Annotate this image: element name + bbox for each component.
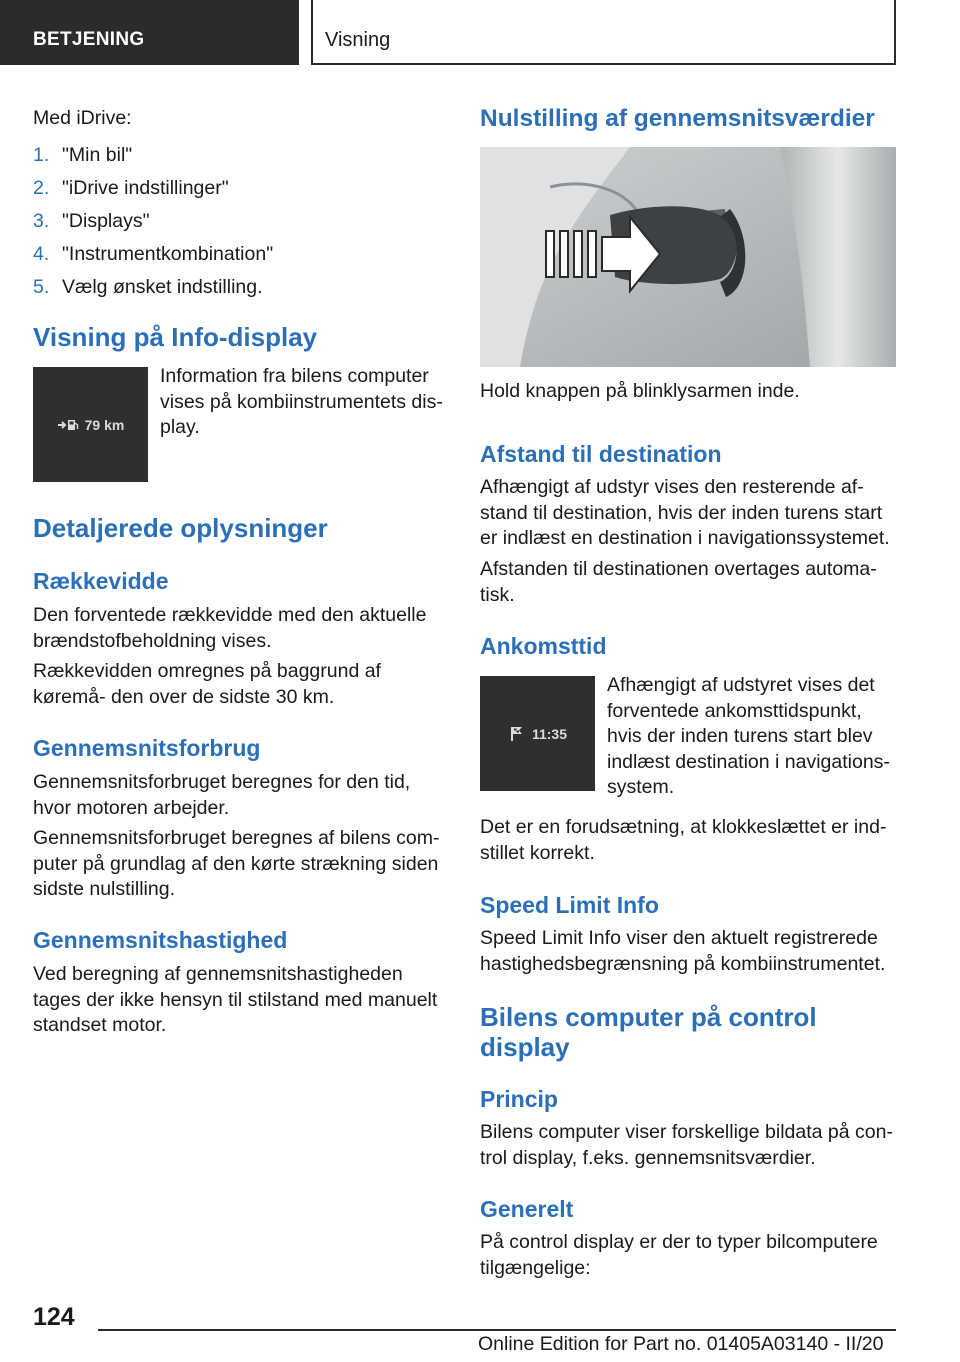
distance-text-1: Afhængigt af udstyr vises den resterende af‐ stand til destination, hvis der inden turens start er indlæst en destination i navigationssystemet. bbox=[480, 476, 890, 549]
speed-text-1: Ved beregning af gennemsnitshastigheden tages der ikke hensyn til stilstand med manuelt standset motor. bbox=[33, 963, 438, 1036]
range-heading: Rækkevidde bbox=[33, 568, 169, 594]
info-display-heading: Visning på Info-display bbox=[33, 322, 318, 352]
speedlimit-heading: Speed Limit Info bbox=[480, 892, 659, 918]
list-item-number: 5. bbox=[33, 276, 50, 298]
range-text-2: Rækkevidden omregnes på baggrund af køremå‐ den over de sidste 30 km. bbox=[33, 660, 381, 708]
info-display-image bbox=[33, 367, 148, 482]
list-item-text: "Displays" bbox=[62, 210, 150, 232]
list-item-text: Vælg ønsket indstilling. bbox=[62, 276, 263, 298]
list-item bbox=[33, 238, 448, 271]
speedlimit-text: Speed Limit Info viser den aktuelt registrerede hastighedsbegrænsning på kombiinstrumentet. bbox=[480, 927, 886, 975]
steps-list bbox=[33, 139, 448, 304]
arrival-text: Afhængigt af udstyret vises det forventede ankomsttidspunkt, hvis der inden turens start blev indlæst destination i navigations‐ system. bbox=[607, 674, 890, 798]
consumption-text-2: Gennemsnitsforbruget beregnes af bilens com‐ puter på grundlag af den kørte strækning siden sidste nulstilling. bbox=[33, 827, 440, 900]
list-item-number: 2. bbox=[33, 177, 50, 199]
arrival-text-2: Det er en forudsætning, at klokkeslættet er ind‐ stillet korrekt. bbox=[480, 816, 887, 864]
reset-heading: Nulstilling af gennemsnitsværdier bbox=[480, 105, 875, 132]
range-text-1: Den forventede rækkevidde med den aktuelle brændstofbeholdning vises. bbox=[33, 604, 427, 652]
list-item-number: 4. bbox=[33, 243, 50, 265]
header-title-box bbox=[311, 0, 896, 65]
list-item bbox=[33, 205, 448, 238]
distance-heading: Afstand til destination bbox=[480, 441, 722, 467]
detail-heading: Detaljerede oplysninger bbox=[33, 513, 328, 543]
principle-text: Bilens computer viser forskellige bildata på con‐ trol display, f.eks. gennemsnitsværdier. bbox=[480, 1121, 893, 1169]
header-title: Visning bbox=[325, 29, 391, 51]
list-item-text: "Instrumentkombination" bbox=[62, 243, 274, 265]
fuel-pump-arrow-icon bbox=[57, 418, 79, 432]
principle-heading: Princip bbox=[480, 1086, 558, 1112]
list-item-number: 3. bbox=[33, 210, 50, 232]
intro-text: Med iDrive: bbox=[33, 107, 132, 129]
header-section-label: BETJENING bbox=[33, 29, 145, 50]
arrival-display-value: 11:35 bbox=[531, 725, 568, 742]
arrival-heading: Ankomsttid bbox=[480, 633, 607, 659]
turn-signal-lever-photo bbox=[480, 147, 896, 367]
list-item bbox=[33, 139, 448, 172]
speed-heading: Gennemsnitshastighed bbox=[33, 927, 288, 953]
list-item-text: "iDrive indstillinger" bbox=[62, 177, 229, 199]
footer-divider bbox=[98, 1329, 896, 1331]
consumption-heading: Gennemsnitsforbrug bbox=[33, 735, 261, 761]
arrival-display-image bbox=[480, 676, 595, 791]
info-display-text: Information fra bilens computer vises på kombiinstrumentets dis‐ play. bbox=[160, 365, 443, 438]
list-item-number: 1. bbox=[33, 144, 50, 166]
destination-flag-icon bbox=[508, 725, 526, 743]
distance-text-2: Afstanden til destinationen overtages automa‐ tisk. bbox=[480, 558, 877, 606]
list-item-text: "Min bil" bbox=[62, 144, 133, 166]
general-heading: Generelt bbox=[480, 1196, 574, 1222]
general-text: På control display er der to typer bilcomputere tilgængelige: bbox=[480, 1231, 878, 1279]
info-display-value: 79 km bbox=[84, 416, 125, 433]
turn-signal-lever-illustration bbox=[480, 147, 896, 367]
computer-heading: Bilens computer på control display bbox=[480, 1002, 817, 1062]
reset-caption: Hold knappen på blinklysarmen inde. bbox=[480, 380, 800, 402]
list-item bbox=[33, 271, 448, 304]
list-item bbox=[33, 172, 448, 205]
footer-edition: Online Edition for Part no. 01405A03140 - II/20 bbox=[478, 1333, 884, 1355]
page-number: 124 bbox=[33, 1303, 75, 1331]
consumption-text-1: Gennemsnitsforbruget beregnes for den tid, hvor motoren arbejder. bbox=[33, 771, 411, 819]
